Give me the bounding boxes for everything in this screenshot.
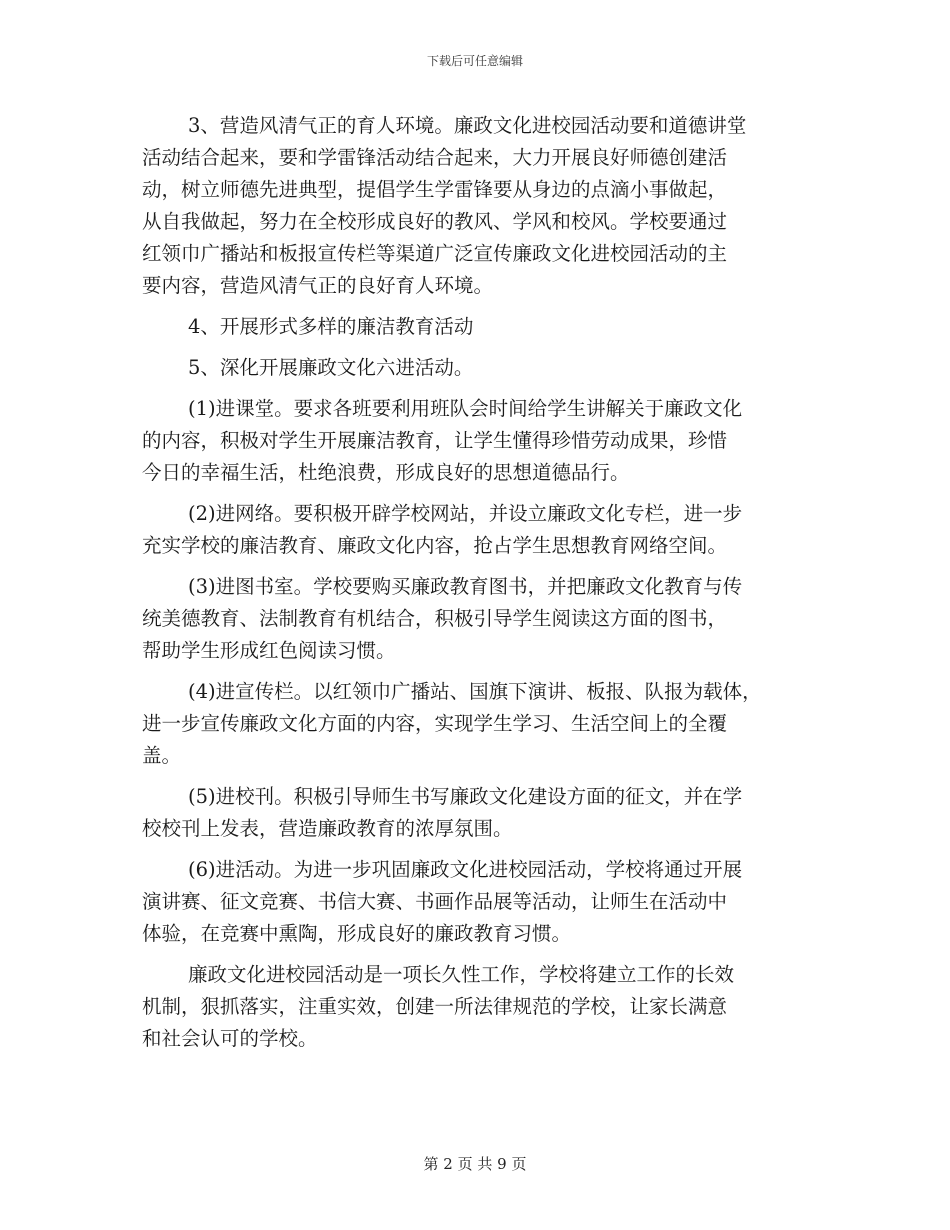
- paragraph: [142, 959, 810, 1055]
- paragraph-line: 演讲赛、征文竞赛、书信大赛、书画作品展等活动，让师生在活动中: [142, 890, 728, 913]
- paragraph-line: 进一步宣传廉政文化方面的内容，实现学生学习、生活空间上的全覆: [142, 712, 728, 735]
- paragraph-line: (2)进网络。要积极开辟学校网站，并设立廉政文化专栏，进一步: [188, 502, 743, 525]
- paragraph: [142, 571, 810, 667]
- paragraph-line: (4)进宣传栏。以红领巾广播站、国旗下演讲、板报、队报为载体，: [188, 680, 762, 703]
- paragraph-line: 活动结合起来，要和学雷锋活动结合起来，大力开展良好师德创建活: [142, 146, 728, 169]
- paragraph-line: 要内容，营造风清气正的良好育人环境。: [142, 274, 494, 297]
- paragraph-line: 机制，狠抓落实，注重实效，创建一所法律规范的学校，让家长满意: [142, 995, 728, 1018]
- page-header: 下载后可任意编辑: [426, 54, 523, 68]
- paragraph-line: 5、深化开展廉政文化六进活动。: [188, 356, 474, 379]
- paragraph-line: 3、营造风清气正的育人环境。廉政文化进校园活动要和道德讲堂: [188, 114, 747, 137]
- paragraph: [142, 393, 810, 489]
- paragraph: [142, 311, 810, 343]
- paragraph-line: 动，树立师德先进典型，提倡学生学雷锋要从身边的点滴小事做起，: [142, 178, 728, 201]
- paragraph-line: (6)进活动。为进一步巩固廉政文化进校园活动，学校将通过开展: [188, 858, 743, 881]
- paragraph-line: 的内容，积极对学生开展廉洁教育，让学生懂得珍惜劳动成果，珍惜: [142, 429, 728, 452]
- paragraph: [142, 781, 810, 845]
- paragraph-line: 充实学校的廉洁教育、廉政文化内容，抢占学生思想教育网络空间。: [142, 534, 728, 557]
- paragraph-line: (5)进校刊。积极引导师生书写廉政文化建设方面的征文，并在学: [188, 785, 743, 808]
- paragraph-line: 4、开展形式多样的廉洁教育活动: [188, 315, 474, 338]
- paragraph-line: 统美德教育、法制教育有机结合，积极引导学生阅读这方面的图书，: [142, 607, 728, 630]
- paragraph: [142, 498, 810, 562]
- paragraph-line: 红领巾广播站和板报宣传栏等渠道广泛宣传廉政文化进校园活动的主: [142, 242, 728, 265]
- paragraph-line: 今日的幸福生活，杜绝浪费，形成良好的思想道德品行。: [142, 461, 630, 484]
- paragraph: [142, 854, 810, 950]
- paragraph: [142, 676, 810, 772]
- paragraph-line: (1)进课堂。要求各班要利用班队会时间给学生讲解关于廉政文化: [188, 397, 743, 420]
- paragraph-line: 盖。: [142, 744, 182, 767]
- paragraph-line: (3)进图书室。学校要购买廉政教育图书，并把廉政文化教育与传: [188, 575, 743, 598]
- page-footer: 第 2 页 共 9 页: [423, 1155, 527, 1173]
- paragraph-line: 从自我做起，努力在全校形成良好的教风、学风和校风。学校要通过: [142, 210, 728, 233]
- paragraph: [142, 110, 810, 302]
- paragraph-line: 帮助学生形成红色阅读习惯。: [142, 639, 396, 662]
- paragraph-line: 体验，在竞赛中熏陶，形成良好的廉政教育习惯。: [142, 922, 572, 945]
- paragraph-line: 校校刊上发表，营造廉政教育的浓厚氛围。: [142, 817, 513, 840]
- paragraph-line: 和社会认可的学校。: [142, 1027, 318, 1050]
- document-body: [142, 110, 810, 1064]
- paragraph: [142, 352, 810, 384]
- paragraph-line: 廉政文化进校园活动是一项长久性工作，学校将建立工作的长效: [188, 963, 735, 986]
